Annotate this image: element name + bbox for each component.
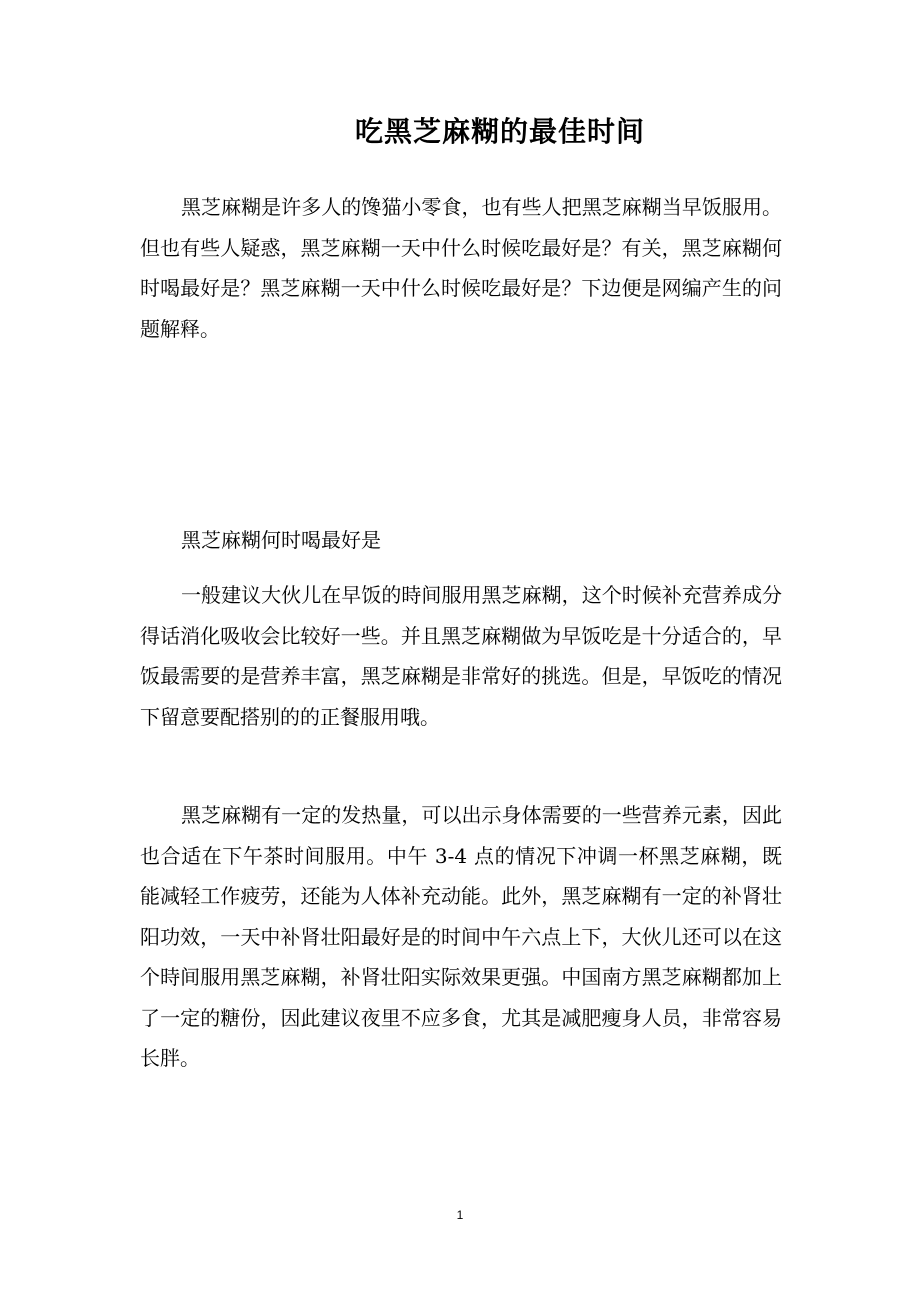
body-paragraph-2: 黑芝麻糊有一定的发热量，可以出示身体需要的一些营养元素，因此也合适在下午茶时间服用。中午 3-4 点的情况下冲调一杯黑芝麻糊，既能减轻工作疲劳，还能为人体补充动能。此外，黑芝麻糊有一定的补肾壮阳功效，一天中补肾壮阳最好是的时间中午六点上下，大伙儿还可以在这个時间服用黑芝麻糊，补肾壮阳实际效果更强。中国南方黑芝麻糊都加上了一定的糖份，因此建议夜里不应多食，尤其是减肥瘦身人员，非常容易长胖。 xyxy=(140,803,782,1070)
document-title: 吃黑芝麻糊的最佳时间 xyxy=(354,115,645,148)
body-paragraph-1: 一般建议大伙儿在早饭的時间服用黑芝麻糊，这个时候补充营养成分得话消化吸收会比较好一些。并且黑芝麻糊做为早饭吃是十分适合的，早饭最需要的是营养丰富，黑芝麻糊是非常好的挑选。但是，早饭吃的情况下留意要配搭别的的正餐服用哦。 xyxy=(140,583,782,729)
intro-paragraph: 黑芝麻糊是许多人的馋猫小零食，也有些人把黑芝麻糊当早饭服用。但也有些人疑惑，黑芝麻糊一天中什么时候吃最好是？有关，黑芝麻糊何时喝最好是？黑芝麻糊一天中什么时候吃最好是？下边便是网编产生的问题解释。 xyxy=(140,195,782,341)
section-heading: 黑芝麻糊何时喝最好是 xyxy=(181,528,381,552)
page-number: 1 xyxy=(456,1208,464,1222)
